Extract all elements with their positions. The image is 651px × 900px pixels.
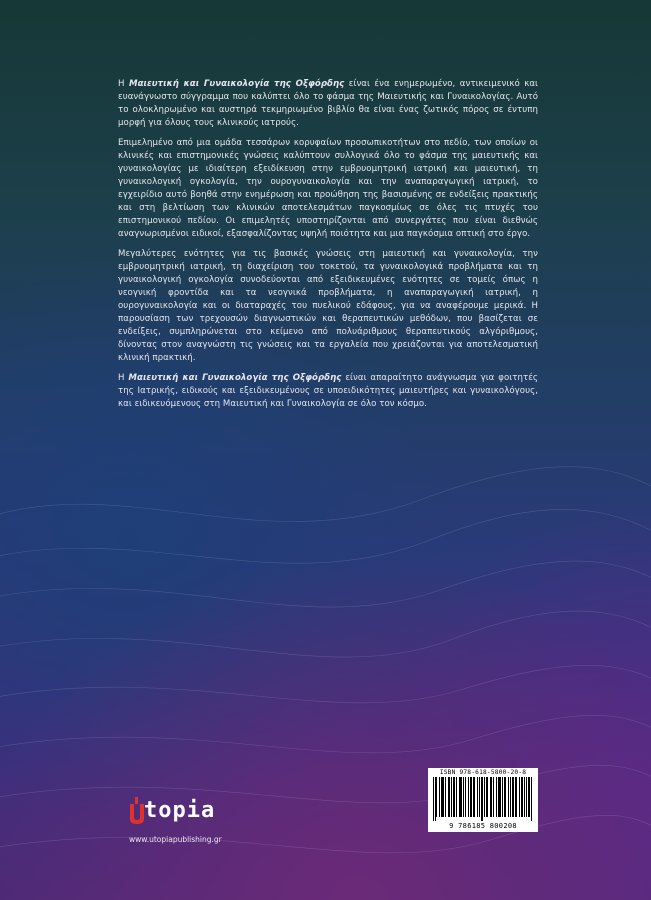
barcode-bar [500,777,501,817]
barcode-bar [515,777,516,817]
barcode-bar [486,777,487,817]
barcode-bar [436,777,437,817]
barcode-bar [502,777,503,817]
barcode-bar [521,777,522,817]
isbn-digits: 9 786185 800208 [449,822,517,830]
blurb-p4-text: είναι απαραίτητο ανάγνωσμα για φοιτητές της Ιατρικής, ειδικούς και εξειδικευμένους σε υποειδικότητες μαιευτήρες και γυναικολόγους, και ειδικευόμενους στη Μαιευτική και Γυναικολογία σε όλο τον κόσμο. [118,373,538,409]
barcode-bar [442,777,443,817]
blurb-paragraph-4 [118,372,538,411]
publisher-url: www.utopiapublishing.gr [129,835,222,844]
book-title-inline: Μαιευτική και Γυναικολογία της Οξφόρδης [129,79,345,89]
barcode-bar [493,777,494,817]
barcode-bar [487,777,488,817]
isbn-label: ISBN 978-618-5800-20-8 [439,769,527,776]
barcode-bar [508,777,509,817]
barcode-bar [516,777,517,817]
barcode-bar [449,777,450,817]
barcode-bar [433,777,434,821]
blurb-p4-prefix: Η [118,373,129,383]
barcode-bar [465,777,466,817]
barcode-bar [484,777,485,817]
blurb-p1-text: είναι ένα ενημερωμένο, αντικειμενικό και ευανάγνωστο σύγγραμμα που καλύπτει όλο το φάσμα της Μαιευτικής και Γυναικολογίας. Αυτό το ολοκληρωμένο και αυστηρά τεκμηριωμένο βιβλίο θα είναι ένας ζωτικός πόρος σε έντυπη μορφή για όλους τους κλινικούς ιατρούς. [118,79,539,128]
barcode-bar [528,777,529,817]
blurb-paragraph-2: Επιμελημένο από μια ομάδα τεσσάρων κορυφαίων προσωπικοτήτων στο πεδίο, των οποίων οι κλινικές και επιστημονικές γνώσεις καλύπτουν συλλογικά όλο το φάσμα της μαιευτικής και γυναικολογίας με ιδιαίτερη εξειδίκευση στην εμβρυομητρική ιατρική και μαιευτική, τη γυναικολογική ογκολογία, την ουρογυναικολογία και την αναπαραγωγική ιατρική, το εγχειρίδιο αυτό βοηθά στην ενημέρωση και προώθηση της βασισμένης σε ενδείξεις πρακτικής και στη βελτίωση των κλινικών αποτελεσμάτων παγκοσμίως σε όλες τις πτυχές του επιστημονικού πεδίου. Οι επιμελητές υποστηρίζονται από συνεργάτες που είναι διεθνώς αναγνωρισμένοι ειδικοί, εξασφαλίζοντας υψηλή ποιότητα και μια παγκόσμια οπτική στο έργο. [118,138,538,239]
blurb-paragraph-1 [118,78,538,130]
barcode-bar [456,777,457,817]
publisher-logo [129,795,249,827]
barcode-bar [510,777,511,817]
barcode-bar [505,777,506,817]
barcode-bar [468,777,469,817]
barcode-bar [471,777,472,817]
barcode-bar [477,777,478,817]
barcode-bar [439,777,440,817]
back-cover-blurb [118,78,538,418]
publisher-logo-text: topia [144,798,216,823]
barcode-bar [491,777,492,817]
barcode-bar [531,777,532,821]
barcode-bar [473,777,474,817]
blurb-paragraph-3: Μεγαλύτερες ενότητες για τις βασικές γνώσεις στη μαιευτική και γυναικολογία, την εμβρυομητρική ιατρική, τη διαχείριση του τοκετού, τα γυναικολογικά προβλήματα και τη γυναικολογική ογκολογία συνοδεύονται από εξειδικευμένες ενότητες σε τομείς όπως η νεογνική φροντίδα και τα νεογνικά προβλήματα, η αναπαραγωγική ιατρική, η ουρογυναικολογία και οι διαταραχές του πυελικού εδάφους, για να αναφέρουμε μερικά. Η παρουσίαση των τρεχουσών διαγνωστικών και θεραπευτικών μεθόδων, που βασίζεται σε ενδείξεις, συμπληρώνεται στο κείμενο από πολυάριθμους θεραπευτικούς αλγόριθμους, δίνοντας στον αναγνώστη τις γνώσεις και τα εργαλεία που χρειάζονται για αποτελεσματική κλινική πρακτική. [118,249,538,363]
barcode-bar [481,777,482,821]
barcode-bar [479,777,480,817]
barcode-bar [482,777,483,821]
barcode-bar [513,777,514,817]
barcode-bar [443,777,444,817]
barcode-bar [522,777,523,817]
book-title-inline: Μαιευτική και Γυναικολογία της Οξφόρδης [128,373,342,383]
barcode-bar [498,777,499,817]
barcode-bar [460,777,461,817]
barcode-bar [463,777,464,817]
barcode-bar [526,777,527,817]
barcode-bar [504,777,505,817]
barcode-bar [459,777,460,817]
blurb-p1-prefix: Η [118,79,129,89]
barcode-bar [490,777,491,817]
barcode-bar [453,777,454,817]
barcode-bar [512,777,513,817]
barcode-bar [519,777,520,817]
barcode-bar [470,777,471,817]
barcode-bar [474,777,475,817]
utopia-u-mark-icon [129,797,145,825]
barcode-bar [441,777,442,817]
barcode-bar [435,777,436,821]
barcode-bar [529,777,530,817]
barcode-bar [454,777,455,817]
isbn-barcode [428,768,538,832]
barcode-bar [496,777,497,817]
barcode-bar [448,777,449,817]
barcode-bar [445,777,446,817]
barcode-bar [451,777,452,817]
barcode-bars [433,777,533,821]
barcode-bar [524,777,525,817]
barcode-bar [461,777,462,817]
barcode-bar [499,777,500,817]
